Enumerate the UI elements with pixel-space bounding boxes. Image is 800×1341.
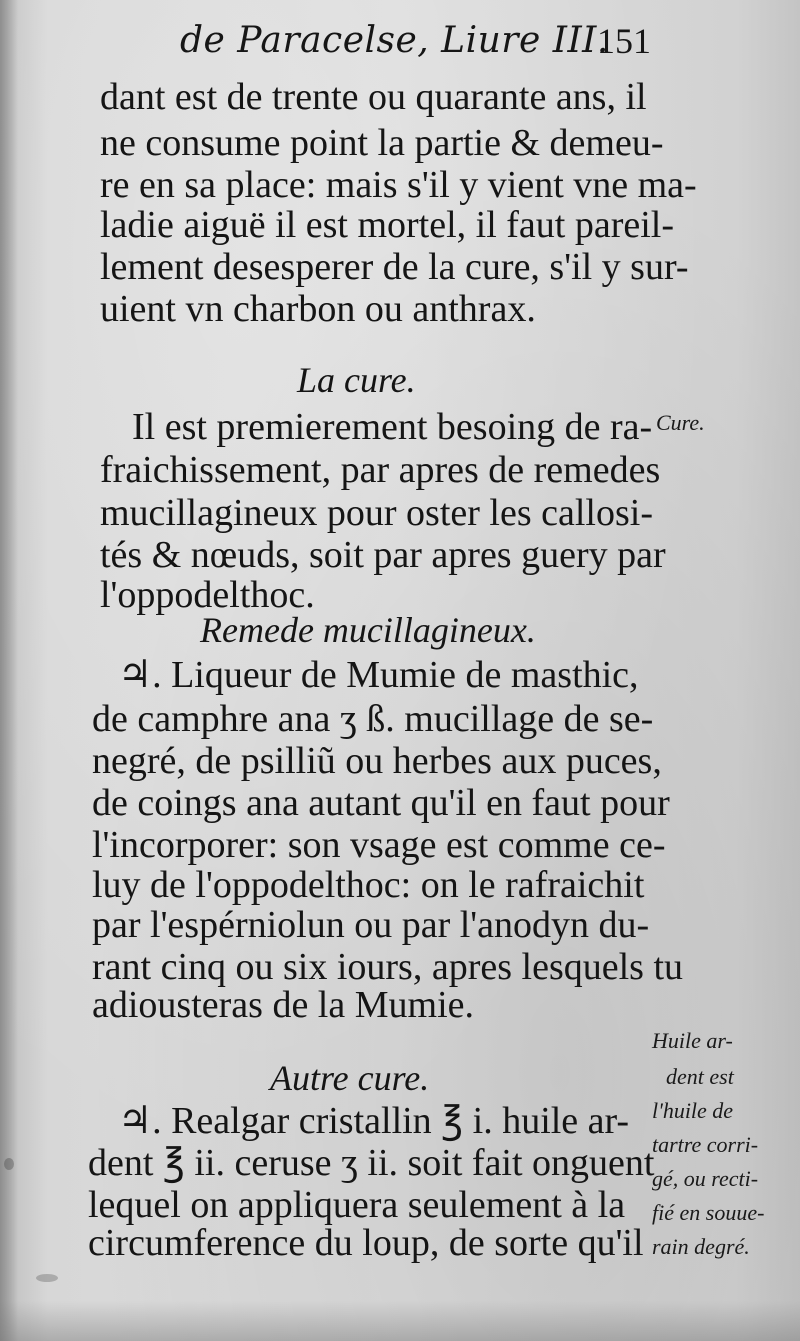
- margin-note-line: rain degré.: [652, 1234, 750, 1259]
- body-line: mucillagineux pour oster les callosi-: [100, 492, 653, 534]
- running-title: de Paracelse, Liure III.: [180, 20, 609, 61]
- margin-note-line: Huile ar-: [652, 1028, 733, 1053]
- body-line: dent ℥ ii. ceruse ʒ ii. soit fait onguent: [88, 1142, 655, 1184]
- body-line: de coings ana autant qu'il en faut pour: [92, 782, 670, 824]
- section-heading: La cure.: [297, 360, 416, 400]
- body-line: Il est premierement besoing de ra-: [132, 406, 653, 448]
- body-line: luy de l'oppodelthoc: on le rafraichit: [92, 864, 645, 906]
- margin-note-cure: Cure.: [656, 410, 705, 435]
- margin-note-line: tartre corri-: [652, 1132, 759, 1157]
- page-gutter-shadow: [0, 0, 18, 1341]
- body-line: re en sa place: mais s'il y vient vne ma-: [100, 164, 697, 206]
- section-heading: Autre cure.: [270, 1058, 430, 1098]
- body-line: ne consume point la partie & demeu-: [100, 122, 664, 164]
- body-line: tés & nœuds, soit par apres guery par: [100, 534, 666, 576]
- body-line: circumference du loup, de sorte qu'il: [88, 1222, 644, 1264]
- body-line: l'oppodelthoc.: [100, 574, 315, 616]
- body-line: uient vn charbon ou anthrax.: [100, 288, 536, 330]
- body-line: negré, de psilliũ ou herbes aux puces,: [92, 740, 662, 782]
- body-line: de camphre ana ʒ ß. mucillage de se-: [92, 698, 654, 740]
- body-line: ladie aiguë il est mortel, il faut pareil-: [100, 204, 675, 246]
- body-line: dant est de trente ou quarante ans, il: [100, 76, 647, 118]
- body-line: ♃. Liqueur de Mumie de masthic,: [118, 654, 639, 696]
- page-bottom-shadow: [0, 1301, 800, 1341]
- margin-note-line: dent est: [666, 1064, 734, 1089]
- section-heading: Remede mucillagineux.: [200, 610, 536, 650]
- body-line: rant cinq ou six iours, apres lesquels tu: [92, 946, 684, 988]
- body-line: adiousteras de la Mumie.: [92, 984, 475, 1026]
- body-line: l'incorporer: son vsage est comme ce-: [92, 824, 666, 866]
- margin-note-line: gé, ou recti-: [652, 1166, 759, 1191]
- ink-spot: [36, 1274, 58, 1282]
- margin-note-line: fié en souue-: [652, 1200, 765, 1225]
- ink-spot: [4, 1158, 14, 1170]
- body-line: lequel on appliquera seulement à la: [88, 1184, 626, 1226]
- body-line: lement desesperer de la cure, s'il y sur-: [100, 246, 689, 288]
- body-line: fraichissement, par apres de remedes: [100, 449, 661, 491]
- body-line: ♃. Realgar cristallin ℥ i. huile ar-: [118, 1100, 630, 1142]
- page-number: 151: [597, 21, 651, 61]
- body-line: par l'espérniolun ou par l'anodyn du-: [92, 904, 650, 946]
- margin-note-line: l'huile de: [652, 1098, 734, 1123]
